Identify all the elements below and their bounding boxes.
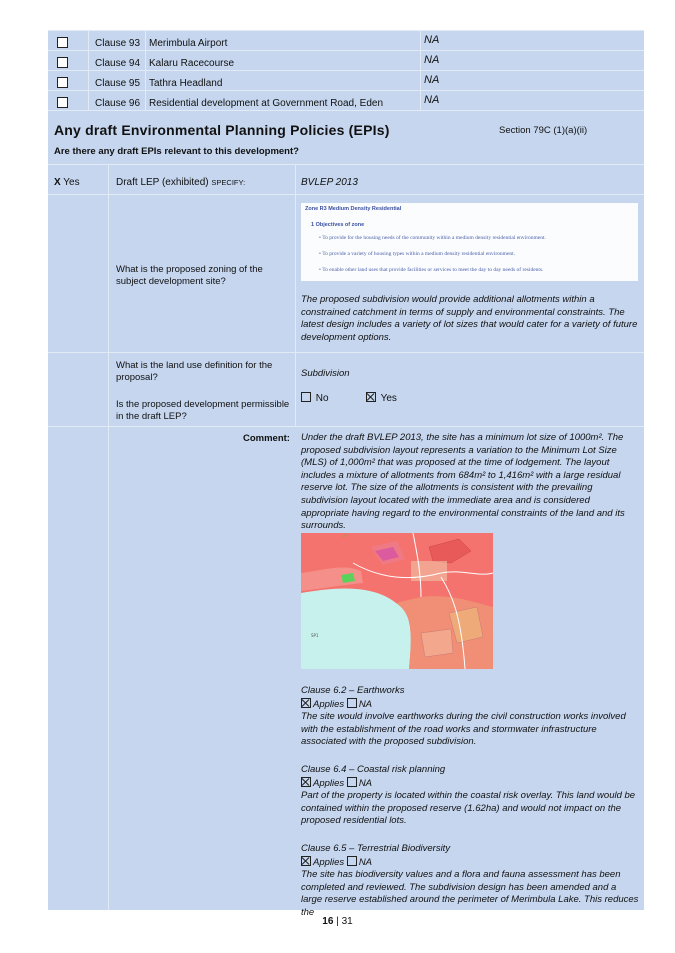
- permissible-no[interactable]: No: [301, 392, 329, 405]
- land-use-question: What is the land use definition for the proposal?: [116, 360, 273, 383]
- clause-coastal-risk: Clause 6.4 – Coastal risk planning Applies NA Part of the property is located within the coastal risk overlay. This land would be contained within the proposed reserve (1.62ha) and would not impact on the proposed residential lots.: [301, 764, 639, 828]
- page-number: 16: [322, 916, 334, 927]
- clause-number: Clause 93: [95, 38, 141, 49]
- clause-title: Clause 6.2 – Earthworks: [301, 685, 405, 696]
- clause-name: Residential development at Government Road, Eden: [149, 98, 384, 109]
- no-checkbox[interactable]: [301, 392, 311, 402]
- column-divider: [145, 30, 146, 110]
- clause-text: The site has biodiversity values and a flora and fauna assessment has been completed and reviewed. The subdivision design has been amended and a large reserve established around the perimeter of Merimbula Lake. This reduces the: [301, 869, 639, 918]
- zoning-answer: The proposed subdivision would provide additional allotments within a constrained catchment in terms of supply and environmental constraints. The latest design includes a variety of lot sizes that would cater for a variety of future development options.: [301, 294, 638, 343]
- clause-status: NA: [424, 74, 440, 86]
- clause-number: Clause 94: [95, 58, 141, 69]
- clause-name: Tathra Headland: [149, 78, 223, 89]
- applies-checkbox-checked[interactable]: [301, 698, 311, 708]
- page-total: 31: [341, 916, 353, 927]
- na-checkbox[interactable]: [347, 856, 357, 866]
- zone-title: Zone R3 Medium Density Residential: [305, 206, 402, 212]
- comment-intro: Under the draft BVLEP 2013, the site has a minimum lot size of 1000m². The proposed subdivision layout represents a variation to the Minimum Lot Size (MLS) of 1,000m² that was proposed at the time of lodgement. The layout includes a mixture of allotments from 684m² to 1,416m² with a large residual reserve lot. The size of the allotments is consistent with the prevailing subdivision layout located with the immediate area and is considered appropriate having regard to the environmental constraints of the land and its surrounds.: [301, 432, 625, 532]
- divider: [48, 352, 644, 353]
- clause-number: Clause 95: [95, 78, 141, 89]
- section-heading: Any draft Environmental Planning Policies (EPIs): [54, 122, 390, 138]
- clause-checkbox[interactable]: [57, 57, 68, 68]
- divider: [48, 110, 644, 111]
- column-divider: [108, 164, 109, 910]
- comment-label: Comment:: [243, 433, 290, 444]
- clause-title: Clause 6.5 – Terrestrial Biodiversity: [301, 843, 451, 854]
- clause-status: NA: [424, 94, 440, 106]
- draft-lep-label: Draft LEP (exhibited) SPECIFY:: [116, 177, 246, 188]
- zone-objective: • To enable other land uses that provide facilities or services to meet the day to day needs of residents.: [319, 267, 544, 273]
- divider: [48, 426, 644, 427]
- zone-objectives-excerpt: [301, 203, 638, 281]
- yes-checkbox-checked[interactable]: [366, 392, 376, 402]
- yes-label: Yes: [63, 177, 80, 188]
- clause-title: Clause 6.4 – Coastal risk planning: [301, 764, 446, 775]
- clause-checkbox[interactable]: [57, 77, 68, 88]
- clause-text: Part of the property is located within the coastal risk overlay. This land would be contained within the proposed reserve (1.62ha) and would not impact on the proposed residential lots.: [301, 790, 636, 827]
- clause-status: NA: [424, 34, 440, 46]
- draft-epi-question: Are there any draft EPIs relevant to this development?: [54, 146, 299, 157]
- clause-name: Merimbula Airport: [149, 38, 228, 49]
- section-reference: Section 79C (1)(a)(ii): [499, 125, 588, 136]
- permissible-yes[interactable]: Yes: [366, 392, 397, 405]
- clause-earthworks: Clause 6.2 – Earthworks Applies NA The site would involve earthworks during the civil construction works involved with the establishment of the road works and stormwater infrastructure associated with the proposed subdivision.: [301, 685, 639, 749]
- zoning-map-image: [301, 533, 493, 669]
- zone-objective: • To provide a variety of housing types within a medium density residential environment.: [319, 251, 516, 257]
- assessment-page: [48, 30, 644, 918]
- column-divider: [295, 164, 296, 426]
- clause-biodiversity: Clause 6.5 – Terrestrial Biodiversity Applies NA The site has biodiversity values and a flora and fauna assessment has been completed and reviewed. The subdivision design has been amended and a large reserve established around the perimeter of Merimbula Lake. This reduces the: [301, 843, 639, 918]
- clause-status: NA: [424, 54, 440, 66]
- clause-number: Clause 96: [95, 98, 141, 109]
- permissible-question: Is the proposed development permissible in the draft LEP?: [116, 399, 290, 422]
- draft-lep-row: [48, 164, 644, 195]
- zone-objective: • To provide for the housing needs of the community within a medium density residential environment.: [319, 235, 546, 241]
- na-checkbox[interactable]: [347, 777, 357, 787]
- column-divider: [420, 30, 421, 110]
- zone-objectives-heading: 1 Objectives of zone: [311, 222, 365, 228]
- clause-checkbox[interactable]: [57, 37, 68, 48]
- clause-name: Kalaru Racecourse: [149, 58, 235, 69]
- clause-text: The site would involve earthworks during the civil construction works involved with the establishment of the road works and stormwater infrastructure associated with the proposed subdivision.: [301, 711, 626, 748]
- clause-row: [48, 90, 644, 111]
- column-divider: [88, 30, 89, 110]
- divider: [48, 194, 644, 195]
- land-use-answer: Subdivision: [301, 368, 350, 379]
- clause-row: [48, 50, 644, 71]
- zoning-question: What is the proposed zoning of the subject development site?: [116, 264, 263, 287]
- clause-checkbox[interactable]: [57, 97, 68, 108]
- applies-checkbox-checked[interactable]: [301, 777, 311, 787]
- clause-row: [48, 70, 644, 91]
- na-checkbox[interactable]: [347, 698, 357, 708]
- clause-row: [48, 30, 644, 51]
- draft-lep-value: BVLEP 2013: [301, 177, 358, 188]
- page-footer: 16 | 31: [322, 916, 353, 927]
- svg-text:SP1: SP1: [311, 633, 319, 638]
- yes-mark[interactable]: X: [54, 177, 61, 188]
- applies-checkbox-checked[interactable]: [301, 856, 311, 866]
